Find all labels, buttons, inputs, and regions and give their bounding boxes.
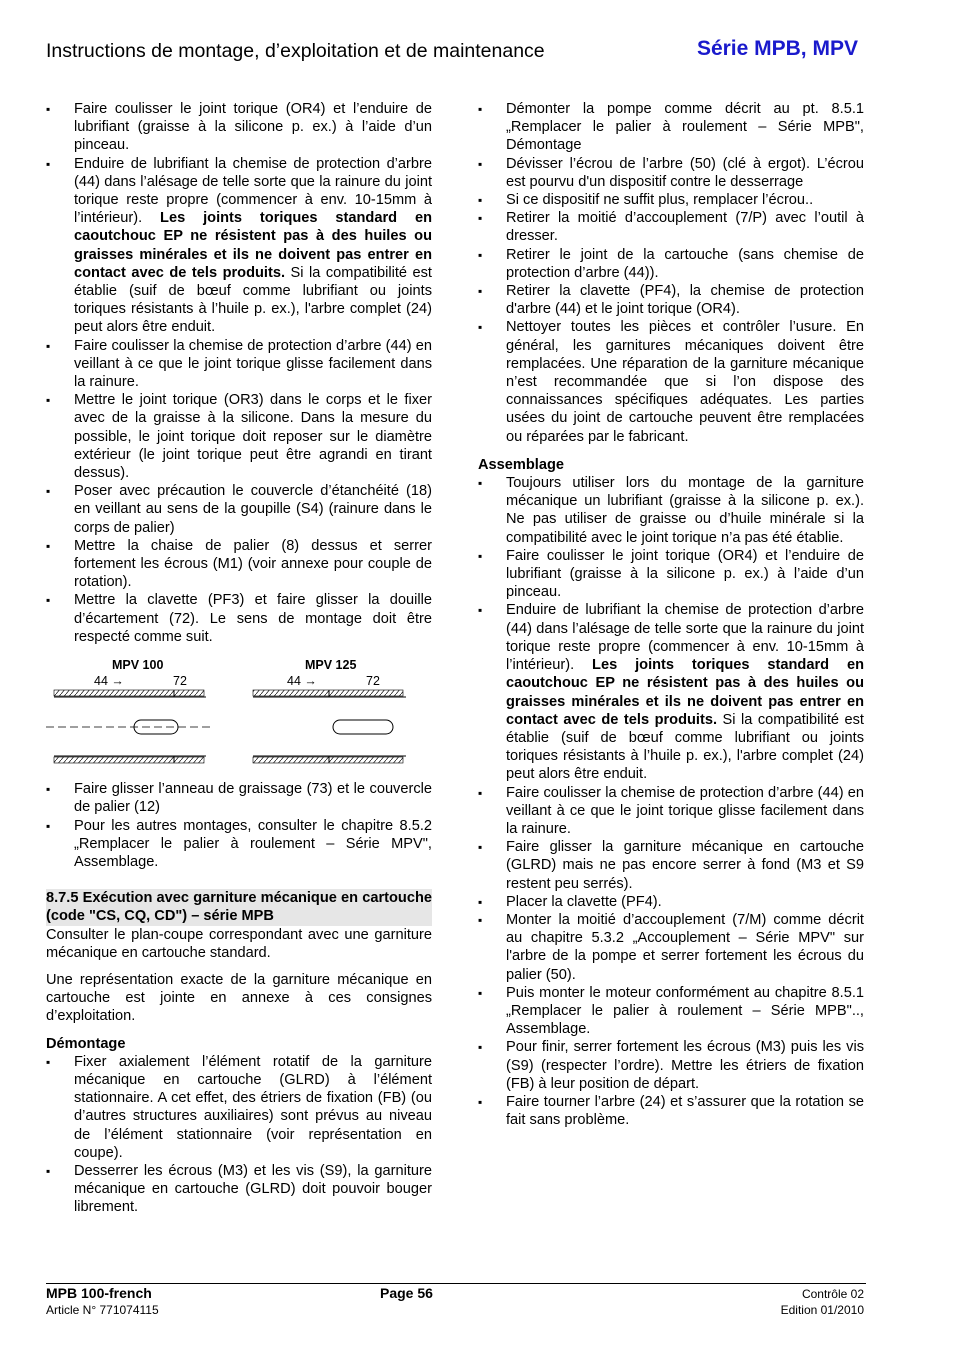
footer-control: Contrôle 02 <box>801 1287 864 1301</box>
figure-num-44-left: 44 → <box>94 674 124 689</box>
list-item: ▪ Faire coulisser la chemise de protection d’arbre (44) en veillant à ce que le joint torique glisse facilement dans la rainure. <box>46 337 432 392</box>
footer-page-number: Page 56 <box>380 1285 433 1301</box>
list-item: ▪ Placer la clavette (PF4). <box>478 893 864 911</box>
list-item: ▪ Retirer le joint de la cartouche (sans chemise de protection d’arbre (44)). <box>478 246 864 282</box>
list-item: ▪ Retirer la clavette (PF4), la chemise de protection d'arbre (44) et le joint torique (OR4). <box>478 282 864 318</box>
list-item: ▪ Puis monter le moteur conformément au chapitre 8.5.1 „Remplacer le palier à roulement – Série MPB".., Assemblage. <box>478 984 864 1039</box>
list-item: ▪ Faire glisser la garniture mécanique en cartouche (GLRD) mais ne pas encore serrer à fond (M3 et S9 restent peu serrés). <box>478 838 864 893</box>
footer-edition: Edition 01/2010 <box>780 1303 864 1317</box>
section-heading: 8.7.5 Exécution avec garniture mécanique en cartouche (code "CS, CQ, CD") – série MPB <box>46 890 432 925</box>
footer-divider <box>46 1283 866 1284</box>
list-item: ▪ Mettre le joint torique (OR3) dans le corps et le fixer avec de la graisse à la silicone. Dans la mesure du possible, le joint torique doit reposer sur le diamètre extérieur (le joint torique peut être agrandi en tirant dessus). <box>46 391 432 482</box>
right-column <box>478 100 864 1129</box>
list-item: ▪ Si ce dispositif ne suffit plus, remplacer l’écrou.. <box>478 191 864 209</box>
list-item: ▪ Faire coulisser le joint torique (OR4) et l’enduire de lubrifiant (graisse à la silicone p. ex.) à l’aide d’un pinceau. <box>46 100 432 155</box>
assemblage-list <box>478 474 864 1129</box>
demontage-list-continued <box>478 100 864 446</box>
list-item: ▪ Enduire de lubrifiant la chemise de protection d’arbre (44) dans l’alésage de telle sorte que la rainure du joint torique reste propre (commencer à env. 10-15mm à l’intérieur). Les joints toriques standard en caoutchouc EP ne résistent pas à des huiles ou graisses minérales et ils ne doivent pas entrer en contact avec de tels produits. Si la compatibilité est établie (suif de bœuf comme lubrifiant ou joints toriques résistants à l’huile p. ex.), l'arbre complet (24) peut alors être enduit. <box>46 155 432 337</box>
list-item: ▪ Pour finir, serrer fortement les écrous (M3) puis les vis (S9) (respecter l’ordre). Mettre les étriers de fixation (FB) à leur position de départ. <box>478 1038 864 1093</box>
list-item: ▪ Dévisser l’écrou de l’arbre (50) (clé à ergot). L’écrou est pourvu d'un dispositif contre le desserrage <box>478 155 864 191</box>
list-item: ▪ Faire coulisser le joint torique (OR4) et l’enduire de lubrifiant (graisse à la silicone p. ex.) à l’aide d’un pinceau. <box>478 547 864 602</box>
footer-doc-name: MPB 100-french <box>46 1285 152 1301</box>
demontage-list <box>46 1053 432 1217</box>
list-item: ▪ Faire glisser l’anneau de graissage (73) et le couvercle de palier (12) <box>46 780 432 816</box>
sleeve-orientation-figure <box>46 652 432 780</box>
list-item: ▪ Pour les autres montages, consulter le chapitre 8.5.2 „Remplacer le palier à roulement – Série MPV", Assemblage. <box>46 817 432 872</box>
header-series: Série MPB, MPV <box>696 37 858 60</box>
footer-article: Article N° 771074115 <box>46 1303 159 1317</box>
list-item: ▪ Démonter la pompe comme décrit au pt. 8.5.1 „Remplacer le palier à roulement – Série MPB", Démontage <box>478 100 864 155</box>
list-item: ▪ Nettoyer toutes les pièces et contrôler l’usure. En général, les garnitures mécaniques doivent être remplacées. Une réparation de la garniture mécanique n’est recommandée que si l’on dispose des connaissances spécifiques adéquates. Les parties usées du joint de cartouche peuvent être remplacées ou réparées par le fabricant. <box>478 318 864 445</box>
list-item: ▪ Monter la moitié d’accouplement (7/M) comme décrit au chapitre 5.3.2 „Accouplement – Série MPV" sur l'arbre de la pompe et serrer fortement les écrous du palier (50). <box>478 911 864 984</box>
paragraph: Une représentation exacte de la garniture mécanique en cartouche est jointe en annexe à ces consignes d’exploitation. <box>46 971 432 1025</box>
list-item: ▪ Poser avec précaution le couvercle d’étanchéité (18) en veillant au sens de la goupille (S4) (rainure dans le corps de palier) <box>46 482 432 537</box>
sleeve-drawing <box>46 652 432 780</box>
figure-num-72-left: 72 <box>173 674 187 689</box>
figure-label-mpv125: MPV 125 <box>305 658 357 673</box>
list-item: ▪ Enduire de lubrifiant la chemise de protection d’arbre (44) dans l’alésage de telle sorte que la rainure du joint torique reste propre (commencer à env. 10-15mm à l’intérieur). Les joints toriques standard en caoutchouc EP ne résistent pas à des huiles ou graisses minérales et ils ne doivent pas entrer en contact avec de tels produits. Si la compatibilité est établie (suif de bœuf comme lubrifiant ou joints toriques résistants à l’huile p. ex.), l'arbre complet (24) peut alors être enduit. <box>478 601 864 783</box>
assembly-list-2 <box>46 780 432 871</box>
list-item: ▪ Mettre la clavette (PF3) et faire glisser la douille d’écartement (72). Le sens de montage doit être respecté comme suit. <box>46 591 432 646</box>
list-item: ▪ Faire coulisser la chemise de protection d’arbre (44) en veillant à ce que le joint torique glisse facilement dans la rainure. <box>478 784 864 839</box>
figure-num-72-right: 72 <box>366 674 380 689</box>
header-title: Instructions de montage, d’exploitation et de maintenance <box>46 40 545 62</box>
list-item: ▪ Toujours utiliser lors du montage de la garniture mécanique un lubrifiant (graisse à la silicone p. ex.). Ne pas utiliser de graisse ou d’huile minérale si la compatibilité avec le joint torique n’a pas été établie. <box>478 474 864 547</box>
list-item: ▪ Retirer la moitié d’accouplement (7/P) avec l’outil à dresser. <box>478 209 864 245</box>
list-item: ▪ Mettre la chaise de palier (8) dessus et serrer fortement les écrous (M1) (voir annexe pour couple de rotation). <box>46 537 432 592</box>
figure-label-mpv100: MPV 100 <box>112 658 164 673</box>
assemblage-heading: Assemblage <box>478 456 564 473</box>
list-item: ▪ Fixer axialement l’élément rotatif de la garniture mécanique en cartouche (GLRD) à l’élément stationnaire. A cet effet, des étriers de fixation (FB) (ou d’autres structures auxiliaires) sont prévus au niveau de l’élément stationnaire (voir représentation en coupe). <box>46 1053 432 1162</box>
demontage-heading: Démontage <box>46 1035 126 1052</box>
list-item: ▪ Desserrer les écrous (M3) et les vis (S9), la garniture mécanique en cartouche (GLRD) doit pouvoir bouger librement. <box>46 1162 432 1217</box>
assembly-list-1 <box>46 100 432 646</box>
list-item: ▪ Faire tourner l’arbre (24) et s’assurer que la rotation se fait sans problème. <box>478 1093 864 1129</box>
left-column <box>46 100 432 1217</box>
paragraph: Consulter le plan-coupe correspondant avec une garniture mécanique en cartouche standard. <box>46 926 432 961</box>
figure-num-44-right: 44 → <box>287 674 317 689</box>
